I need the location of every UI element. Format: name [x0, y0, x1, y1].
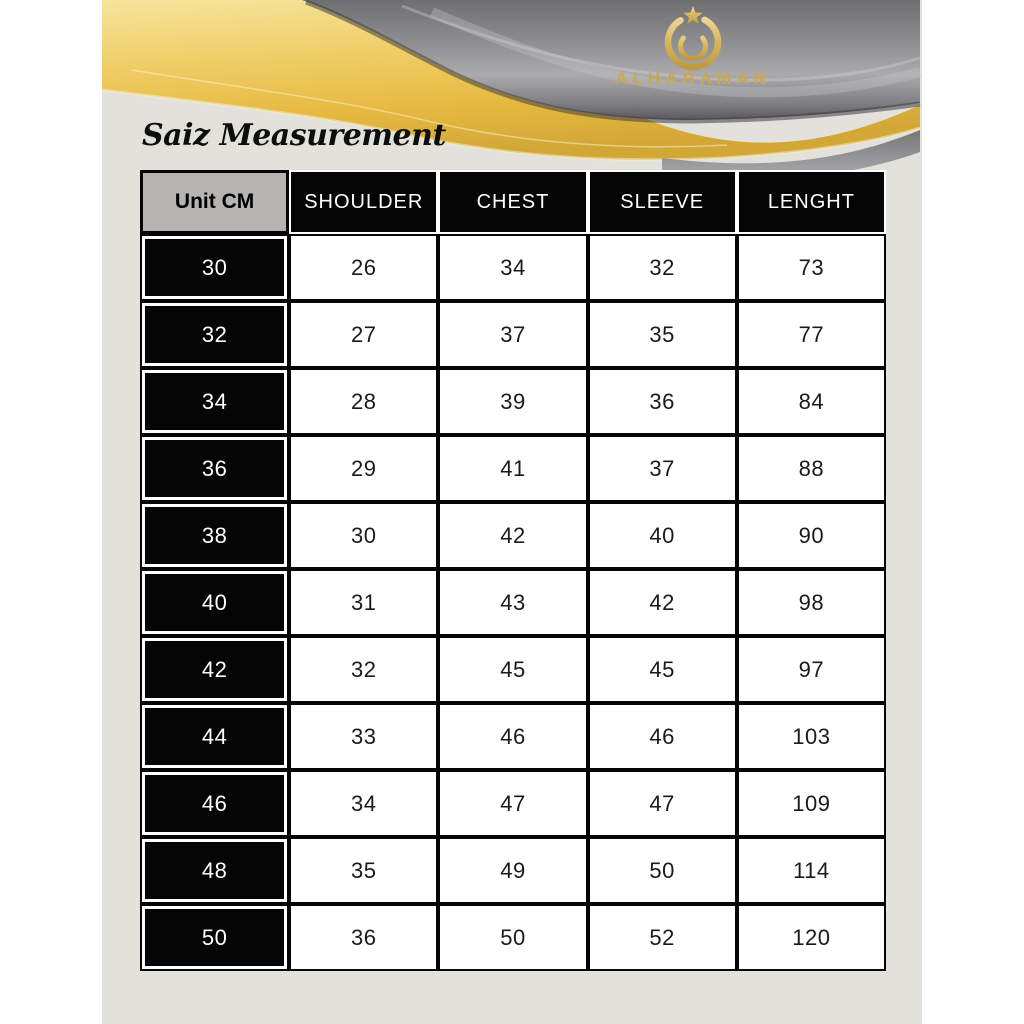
size-label: 42 [145, 641, 284, 698]
size-label: 48 [145, 842, 284, 899]
size-cell [140, 837, 289, 904]
size-label: 38 [145, 507, 284, 564]
size-label: 50 [145, 909, 284, 966]
shoulder-value-cell: 35 [289, 837, 438, 904]
chest-value-cell: 50 [438, 904, 587, 971]
size-label: 46 [145, 775, 284, 832]
shoulder-value-cell: 34 [289, 770, 438, 837]
lenght-header: LENGHT [737, 170, 886, 234]
lenght-value-cell: 97 [737, 636, 886, 703]
lenght-value-cell: 73 [737, 234, 886, 301]
size-cell [140, 435, 289, 502]
sleeve-value-cell: 52 [588, 904, 737, 971]
sleeve-value-cell: 47 [588, 770, 737, 837]
chest-value-cell: 41 [438, 435, 587, 502]
size-label: 34 [145, 373, 284, 430]
sleeve-value-cell: 36 [588, 368, 737, 435]
chest-value-cell: 42 [438, 502, 587, 569]
lenght-value-cell: 120 [737, 904, 886, 971]
sleeve-value-cell: 46 [588, 703, 737, 770]
lenght-value-cell: 84 [737, 368, 886, 435]
shoulder-header: SHOULDER [289, 170, 438, 234]
size-label: 44 [145, 708, 284, 765]
brand-name: ALHARAMAN [615, 69, 771, 88]
table-row [140, 837, 886, 904]
shoulder-value-cell: 33 [289, 703, 438, 770]
lenght-value-cell: 90 [737, 502, 886, 569]
lenght-value-cell: 103 [737, 703, 886, 770]
page-title: Saiz Measurement [142, 118, 446, 153]
chest-value-cell: 34 [438, 234, 587, 301]
size-cell [140, 904, 289, 971]
shoulder-value-cell: 36 [289, 904, 438, 971]
sleeve-value-cell: 32 [588, 234, 737, 301]
unit-cm-header: Unit CM [140, 170, 289, 234]
table-row [140, 904, 886, 971]
table-row [140, 703, 886, 770]
table-row [140, 569, 886, 636]
size-cell [140, 234, 289, 301]
table-header-row [140, 170, 886, 234]
table-row [140, 368, 886, 435]
chest-value-cell: 43 [438, 569, 587, 636]
size-label: 30 [145, 239, 284, 296]
size-cell [140, 703, 289, 770]
chest-value-cell: 45 [438, 636, 587, 703]
table-row [140, 636, 886, 703]
lenght-value-cell: 98 [737, 569, 886, 636]
table-row [140, 301, 886, 368]
chest-header: CHEST [438, 170, 587, 234]
size-cell [140, 770, 289, 837]
lenght-value-cell: 109 [737, 770, 886, 837]
chest-value-cell: 47 [438, 770, 587, 837]
shoulder-value-cell: 31 [289, 569, 438, 636]
size-label: 32 [145, 306, 284, 363]
sleeve-value-cell: 42 [588, 569, 737, 636]
sleeve-value-cell: 50 [588, 837, 737, 904]
sleeve-value-cell: 37 [588, 435, 737, 502]
lenght-value-cell: 77 [737, 301, 886, 368]
shoulder-value-cell: 28 [289, 368, 438, 435]
size-cell [140, 569, 289, 636]
lenght-value-cell: 88 [737, 435, 886, 502]
size-cell [140, 368, 289, 435]
shoulder-value-cell: 29 [289, 435, 438, 502]
table-row [140, 234, 886, 301]
sleeve-value-cell: 40 [588, 502, 737, 569]
chest-value-cell: 49 [438, 837, 587, 904]
table-body [140, 234, 886, 971]
table-row [140, 502, 886, 569]
size-label: 36 [145, 440, 284, 497]
shoulder-value-cell: 26 [289, 234, 438, 301]
size-cell [140, 301, 289, 368]
chest-value-cell: 39 [438, 368, 587, 435]
chest-value-cell: 46 [438, 703, 587, 770]
table-row [140, 435, 886, 502]
size-measurement-table [140, 170, 886, 971]
sleeve-value-cell: 35 [588, 301, 737, 368]
shoulder-value-cell: 30 [289, 502, 438, 569]
size-cell [140, 502, 289, 569]
chest-value-cell: 37 [438, 301, 587, 368]
table-row [140, 770, 886, 837]
shoulder-value-cell: 27 [289, 301, 438, 368]
size-chart-page [102, 0, 922, 1024]
shoulder-value-cell: 32 [289, 636, 438, 703]
sleeve-header: SLEEVE [588, 170, 737, 234]
size-label: 40 [145, 574, 284, 631]
sleeve-value-cell: 45 [588, 636, 737, 703]
lenght-value-cell: 114 [737, 837, 886, 904]
size-cell [140, 636, 289, 703]
